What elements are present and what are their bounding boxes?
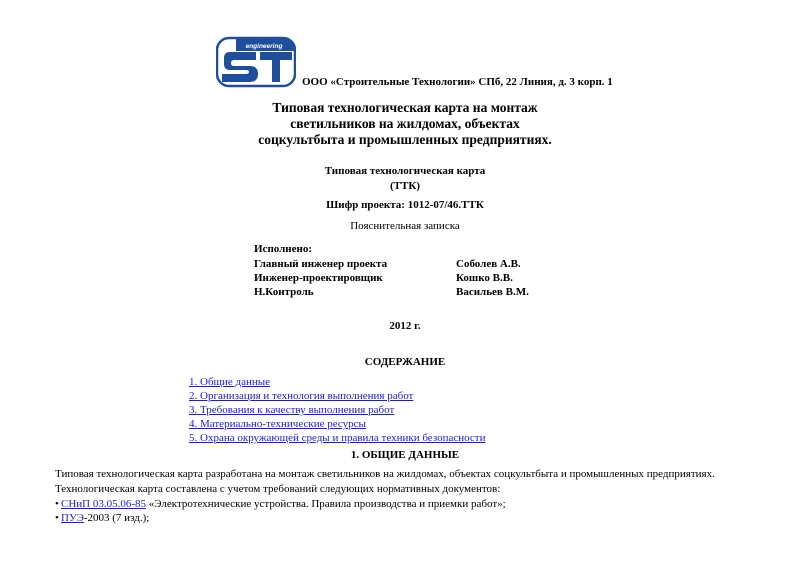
contents-link-general-data[interactable]: 1. Общие данные — [189, 376, 271, 388]
norm-list-item — [55, 498, 506, 510]
contents-item — [189, 375, 486, 389]
signature-row — [254, 272, 574, 287]
signatures-heading: Исполнено: — [254, 243, 313, 255]
subtitle-line: Типовая технологическая карта — [324, 165, 486, 177]
norm-link-snip[interactable]: СНиП 03.05.06-85 — [61, 498, 147, 510]
signature-row — [254, 286, 574, 301]
title-line: соцкультбыта и промышленных предприятиях. — [258, 132, 552, 147]
explanatory-note: Пояснительная записка — [350, 220, 460, 232]
title-line: Типовая технологическая карта на монтаж — [272, 100, 538, 115]
contents-item — [189, 417, 486, 431]
document-year: 2012 г. — [389, 320, 421, 332]
signature-name: Кошко В.В. — [456, 272, 513, 284]
svg-text:engineering: engineering — [245, 43, 283, 50]
contents-item — [189, 389, 486, 403]
norm-link-pue[interactable]: ПУЭ — [61, 512, 84, 524]
company-logo — [216, 36, 296, 88]
norm-description: «Электротехнические устройства. Правила производства и приемки работ»; — [146, 498, 506, 510]
contents-heading: СОДЕРЖАНИЕ — [364, 356, 446, 368]
contents-list — [189, 375, 486, 445]
contents-item — [189, 431, 486, 445]
section-paragraph: Технологическая карта составлена с учетом требований следующих нормативных документов: — [55, 483, 501, 495]
norm-list-item — [55, 512, 149, 524]
contents-link-organization[interactable]: 2. Организация и технология выполнения работ — [189, 390, 414, 402]
title-line: светильников на жилдомах, объектах — [290, 116, 520, 131]
contents-link-safety[interactable]: 5. Охрана окружающей среды и правила техники безопасности — [189, 432, 486, 444]
project-code: Шифр проекта: 1012-07/46.ТТК — [326, 199, 484, 211]
document-title — [190, 100, 620, 148]
signature-name: Соболев А.В. — [456, 258, 521, 270]
signature-name: Васильев В.М. — [456, 286, 529, 298]
signature-role: Инженер-проектировщик — [254, 272, 383, 284]
bullet-icon: • — [55, 512, 59, 524]
norm-description: -2003 (7 изд.); — [83, 512, 150, 524]
signature-role: Н.Контроль — [254, 286, 314, 298]
company-address: ООО «Строительные Технологии» СПб, 22 Линия, д. 3 корп. 1 — [302, 76, 613, 88]
section-heading: 1. ОБЩИЕ ДАННЫЕ — [350, 449, 460, 461]
signature-row — [254, 258, 574, 273]
subtitle-abbrev: (ТТК) — [390, 180, 420, 192]
contents-link-quality[interactable]: 3. Требования к качеству выполнения работ — [189, 404, 395, 416]
st-logo-icon — [216, 36, 296, 88]
bullet-icon: • — [55, 498, 59, 510]
contents-item — [189, 403, 486, 417]
section-paragraph: Типовая технологическая карта разработана на монтаж светильников на жилдомах, объектах соцкультбыта и промышленных предприятиях. — [55, 468, 715, 480]
signature-role: Главный инженер проекта — [254, 258, 388, 270]
contents-link-resources[interactable]: 4. Материально-технические ресурсы — [189, 418, 366, 430]
